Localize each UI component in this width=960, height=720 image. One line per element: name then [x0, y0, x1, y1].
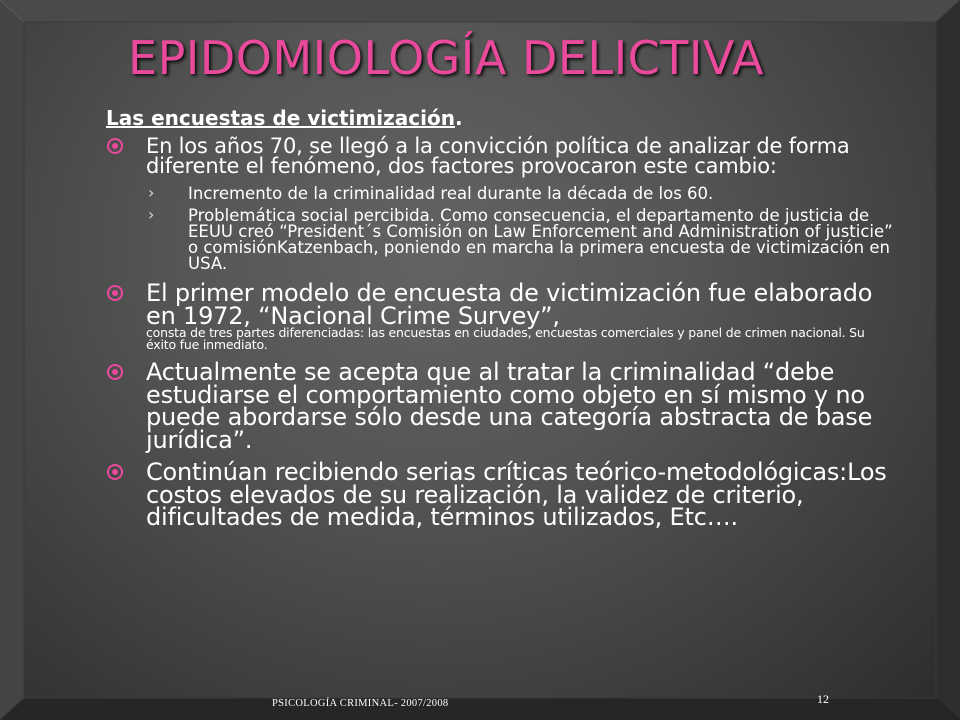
circled-dot-icon	[106, 463, 126, 483]
circled-dot-icon	[106, 363, 126, 383]
bullet-text: El primer modelo de encuesta de victimización fue elaborado en 1972, “Nacional Crime Survey”,	[146, 279, 873, 330]
bullet-item	[106, 358, 896, 454]
section-heading-text: Las encuestas de victimización	[106, 106, 455, 130]
section-heading-period: .	[454, 106, 463, 130]
sub-bullet-item	[106, 183, 896, 203]
bullet-text: Actualmente se acepta que al tratar la criminalidad “debe estudiarse el comportamiento como objeto en sí mismo y no puede abordarse sólo desde una categoría abstracta de base jurídica”.	[146, 358, 873, 454]
page-number: 12	[817, 692, 829, 706]
bullet-text: En los años 70, se llegó a la convicción política de analizar de forma diferente el fenómeno, dos factores provocaron este cambio:	[146, 134, 850, 178]
bullet-item	[106, 458, 896, 531]
sub-bullet-text: Incremento de la criminalidad real durante la década de los 60.	[188, 184, 714, 203]
sub-bullet-item	[106, 205, 896, 273]
bullet-item	[106, 279, 896, 352]
circled-dot-icon	[106, 137, 126, 157]
bullet-text: Continúan recibiendo serias críticas teórico-metodológicas:Los costos elevados de su realización, la validez de criterio, dificultades de medida, términos utilizados, Etc….	[146, 458, 887, 531]
bullet-item	[106, 136, 896, 176]
chevron-right-icon: ›	[148, 183, 155, 202]
chevron-right-icon: ›	[148, 205, 155, 224]
slide-content	[106, 106, 896, 529]
circled-dot-icon	[106, 284, 126, 304]
slide-title: EPIDOMIOLOGÍA DELICTIVA	[128, 31, 764, 85]
bullet-small-text: consta de tres partes diferenciadas: las encuestas en ciudades, encuestas comerciales y panel de crimen nacional. Su éxito fue inmediato.	[146, 325, 865, 352]
slide-footer: PSICOLOGÍA CRIMINAL- 2007/2008	[272, 698, 449, 709]
sub-bullet-text: Problemática social percibida. Como consecuencia, el departamento de justicia de EEUU creó “President´s Comisión on Law Enforcement and Administration of justicie” o comisiónKatzenbach, poniendo en marcha la primera encuesta de victimización en USA.	[188, 206, 893, 273]
section-heading	[106, 106, 896, 130]
